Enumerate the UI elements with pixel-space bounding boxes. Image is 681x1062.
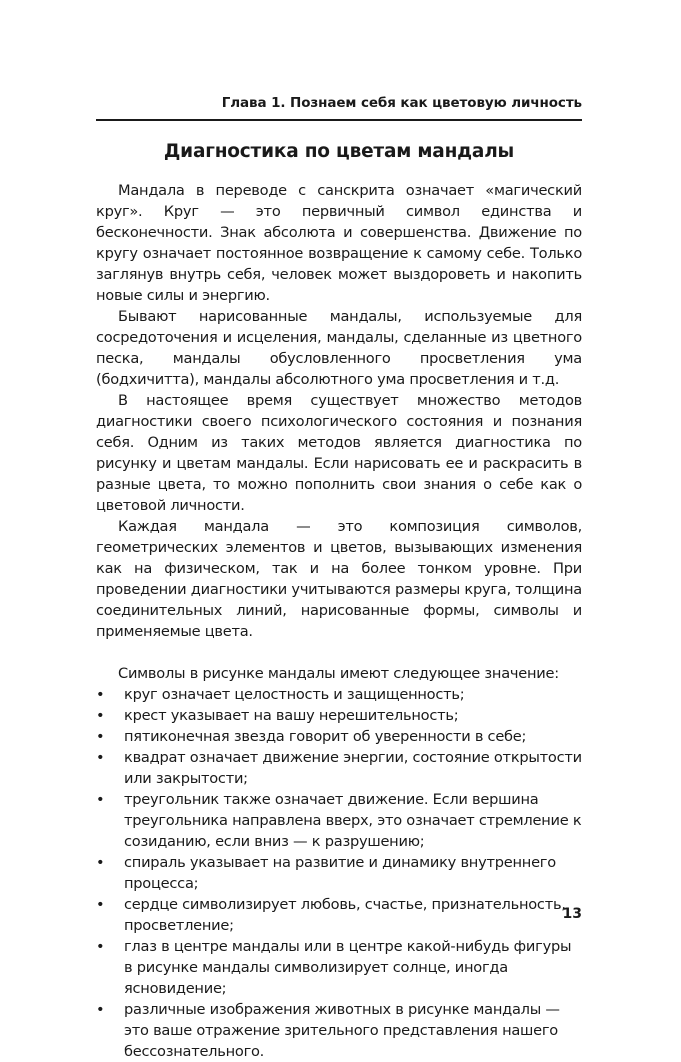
bullet-icon: • bbox=[96, 854, 105, 871]
header-rule bbox=[96, 119, 582, 121]
list-item-text: глаз в центре мандалы или в центре какой-нибудь фигуры в рисунке мандалы символизирует солнце, иногда ясновидение; bbox=[124, 938, 572, 997]
list-item-text: различные изображения животных в рисунке мандалы — это ваше отражение зрительного представления нашего бессознательного. bbox=[124, 1001, 560, 1060]
bullet-icon: • bbox=[96, 707, 105, 724]
list-item-text: сердце символизирует любовь, счастье, признательность, просветление; bbox=[124, 896, 566, 934]
list-item-text: пятиконечная звезда говорит об уверенности в себе; bbox=[124, 728, 527, 745]
list-intro: Символы в рисунке мандалы имеют следующее значение: bbox=[118, 665, 559, 682]
running-header: Глава 1. Познаем себя как цветовую личность bbox=[221, 95, 582, 111]
paragraph: Бывают нарисованные мандалы, используемые для сосредоточения и исцеления, мандалы, сделанные из цветного песка, мандалы обусловленного просветления ума (бодхичитта), мандалы абсолютного ума просветления и т.д. bbox=[96, 308, 582, 388]
list-item bbox=[96, 936, 582, 999]
list-item bbox=[96, 852, 582, 894]
list-item bbox=[96, 999, 582, 1062]
list-item bbox=[96, 726, 582, 747]
list-item-text: круг означает целостность и защищенность; bbox=[124, 686, 465, 703]
bullet-icon: • bbox=[96, 728, 105, 745]
bullet-icon: • bbox=[96, 749, 105, 766]
list-item bbox=[96, 684, 582, 705]
list-item bbox=[96, 747, 582, 789]
symbol-list bbox=[96, 684, 582, 1062]
list-item-text: спираль указывает на развитие и динамику внутреннего процесса; bbox=[124, 854, 556, 892]
paragraph: В настоящее время существует множество методов диагностики своего психологического состояния и познания себя. Одним из таких методов является диагностика по рисунку и цветам мандалы. Если нарисовать ее и раскрасить в разные цвета, то можно пополнить свои знания о себе как о цветовой личности. bbox=[96, 392, 582, 514]
list-item-text: треугольник также означает движение. Если вершина треугольника направлена вверх, это означает стремление к созиданию, если вниз — к разрушению; bbox=[124, 791, 582, 850]
list-item bbox=[96, 705, 582, 726]
bullet-icon: • bbox=[96, 1001, 105, 1018]
paragraph: Каждая мандала — это композиция символов, геометрических элементов и цветов, вызывающих изменения как на физическом, так и на более тонком уровне. При проведении диагностики учитываются размеры круга, толщина соединительных линий, нарисованные формы, символы и применяемые цвета. bbox=[96, 518, 582, 640]
bullet-icon: • bbox=[96, 791, 105, 808]
list-item bbox=[96, 789, 582, 852]
list-item-text: квадрат означает движение энергии, состояние открытости или закрытости; bbox=[124, 749, 582, 787]
section-title: Диагностика по цветам мандалы bbox=[163, 141, 515, 162]
bullet-icon: • bbox=[96, 938, 105, 955]
bullet-icon: • bbox=[96, 896, 105, 913]
list-item-text: крест указывает на вашу нерешительность; bbox=[124, 707, 459, 724]
bullet-icon: • bbox=[96, 686, 105, 703]
page-number: 13 bbox=[562, 906, 582, 922]
paragraph: Мандала в переводе с санскрита означает «магический круг». Круг — это первичный символ единства и бесконечности. Знак абсолюта и совершенства. Движение по кругу означает постоянное возвращение к самому себе. Только заглянув внутрь себя, человек может выздороветь и накопить новые силы и энергию. bbox=[96, 182, 582, 304]
body-text bbox=[96, 180, 582, 1062]
